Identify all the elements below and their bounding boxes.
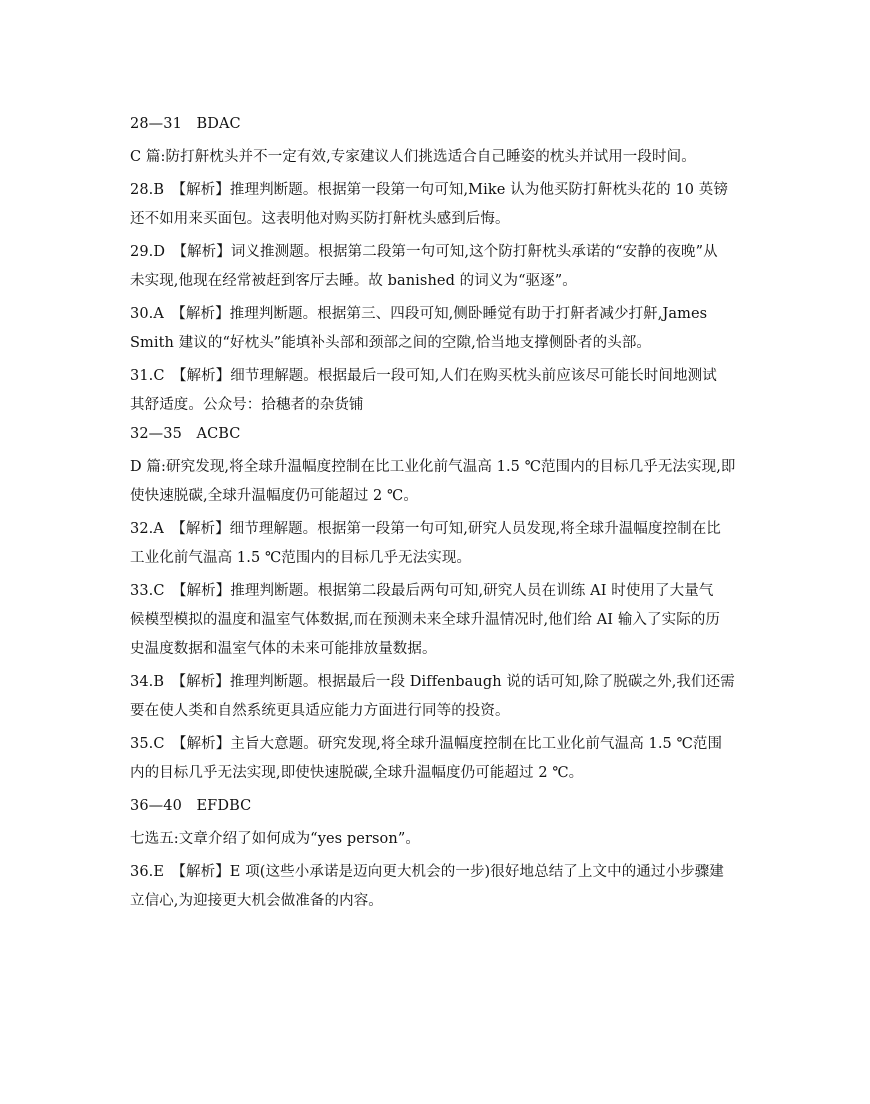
explanation-33-line-3: 史温度数据和温室气体的未来可能排放量数据。 (130, 641, 437, 657)
answer-explanation-text (130, 110, 742, 916)
explanation-36-line-1: 36.E 【解析】E 项(这些小承诺是迈向更大机会的一步)很好地总结了上文中的通过小步骤建 (130, 864, 724, 880)
explanation-32-line-2: 工业化前气温高 1.5 ℃范围内的目标几乎无法实现。 (130, 550, 472, 566)
explanation-30-line-2: Smith 建议的“好枕头”能填补头部和颈部之间的空隙,恰当地支撑侧卧者的头部。 (130, 335, 652, 351)
explanation-28-line-1: 28.B 【解析】推理判断题。根据第一段第一句可知,Mike 认为他买防打鼾枕头花的 10 英镑 (130, 182, 729, 198)
explanation-29-line-1: 29.D 【解析】词义推测题。根据第二段第一句可知,这个防打鼾枕头承诺的“安静的夜晚”从 (130, 244, 718, 260)
explanation-34-line-2: 要在使人类和自然系统更具适应能力方面进行同等的投资。 (130, 703, 510, 719)
passage-d-summary-line-1: D 篇:研究发现,将全球升温幅度控制在比工业化前气温高 1.5 ℃范围内的目标几乎无法实现,即 (130, 459, 736, 475)
explanation-35-line-2: 内的目标几乎无法实现,即使快速脱碳,全球升温幅度仍可能超过 2 ℃。 (130, 765, 584, 781)
explanation-29-line-2: 未实现,他现在经常被赶到客厅去睡。故 banished 的词义为“驱逐”。 (130, 273, 577, 289)
answer-range-28-31: 28—31 BDAC (130, 116, 241, 132)
explanation-30-line-1: 30.A 【解析】推理判断题。根据第三、四段可知,侧卧睡觉有助于打鼾者减少打鼾,James (130, 306, 708, 322)
seven-choose-five-summary: 七选五:文章介绍了如何成为“yes person”。 (130, 831, 420, 847)
answer-range-32-35: 32—35 ACBC (130, 426, 241, 442)
explanation-33-line-2: 候模型模拟的温度和温室气体数据,而在预测未来全球升温情况时,他们给 AI 输入了实际的历 (130, 612, 721, 628)
explanation-31-line-1: 31.C 【解析】细节理解题。根据最后一段可知,人们在购买枕头前应该尽可能长时间地测试 (130, 368, 717, 384)
passage-d-summary-line-2: 使快速脱碳,全球升温幅度仍可能超过 2 ℃。 (130, 488, 418, 504)
answer-range-36-40: 36—40 EFDBC (130, 798, 252, 814)
explanation-34-line-1: 34.B 【解析】推理判断题。根据最后一段 Diffenbaugh 说的话可知,除了脱碳之外,我们还需 (130, 674, 735, 690)
explanation-32-line-1: 32.A 【解析】细节理解题。根据第一段第一句可知,研究人员发现,将全球升温幅度控制在比 (130, 521, 721, 537)
explanation-28-line-2: 还不如用来买面包。这表明他对购买防打鼾枕头感到后悔。 (130, 211, 510, 227)
explanation-33-line-1: 33.C 【解析】推理判断题。根据第二段最后两句可知,研究人员在训练 AI 时使用了大量气 (130, 583, 714, 599)
explanation-35-line-1: 35.C 【解析】主旨大意题。研究发现,将全球升温幅度控制在比工业化前气温高 1.5 ℃范围 (130, 736, 723, 752)
explanation-31-line-2: 其舒适度。公众号：拾穗者的杂货铺 (130, 397, 364, 413)
explanation-36-line-2: 立信心,为迎接更大机会做准备的内容。 (130, 893, 383, 909)
passage-c-summary: C 篇:防打鼾枕头并不一定有效,专家建议人们挑选适合自己睡姿的枕头并试用一段时间。 (130, 149, 696, 165)
